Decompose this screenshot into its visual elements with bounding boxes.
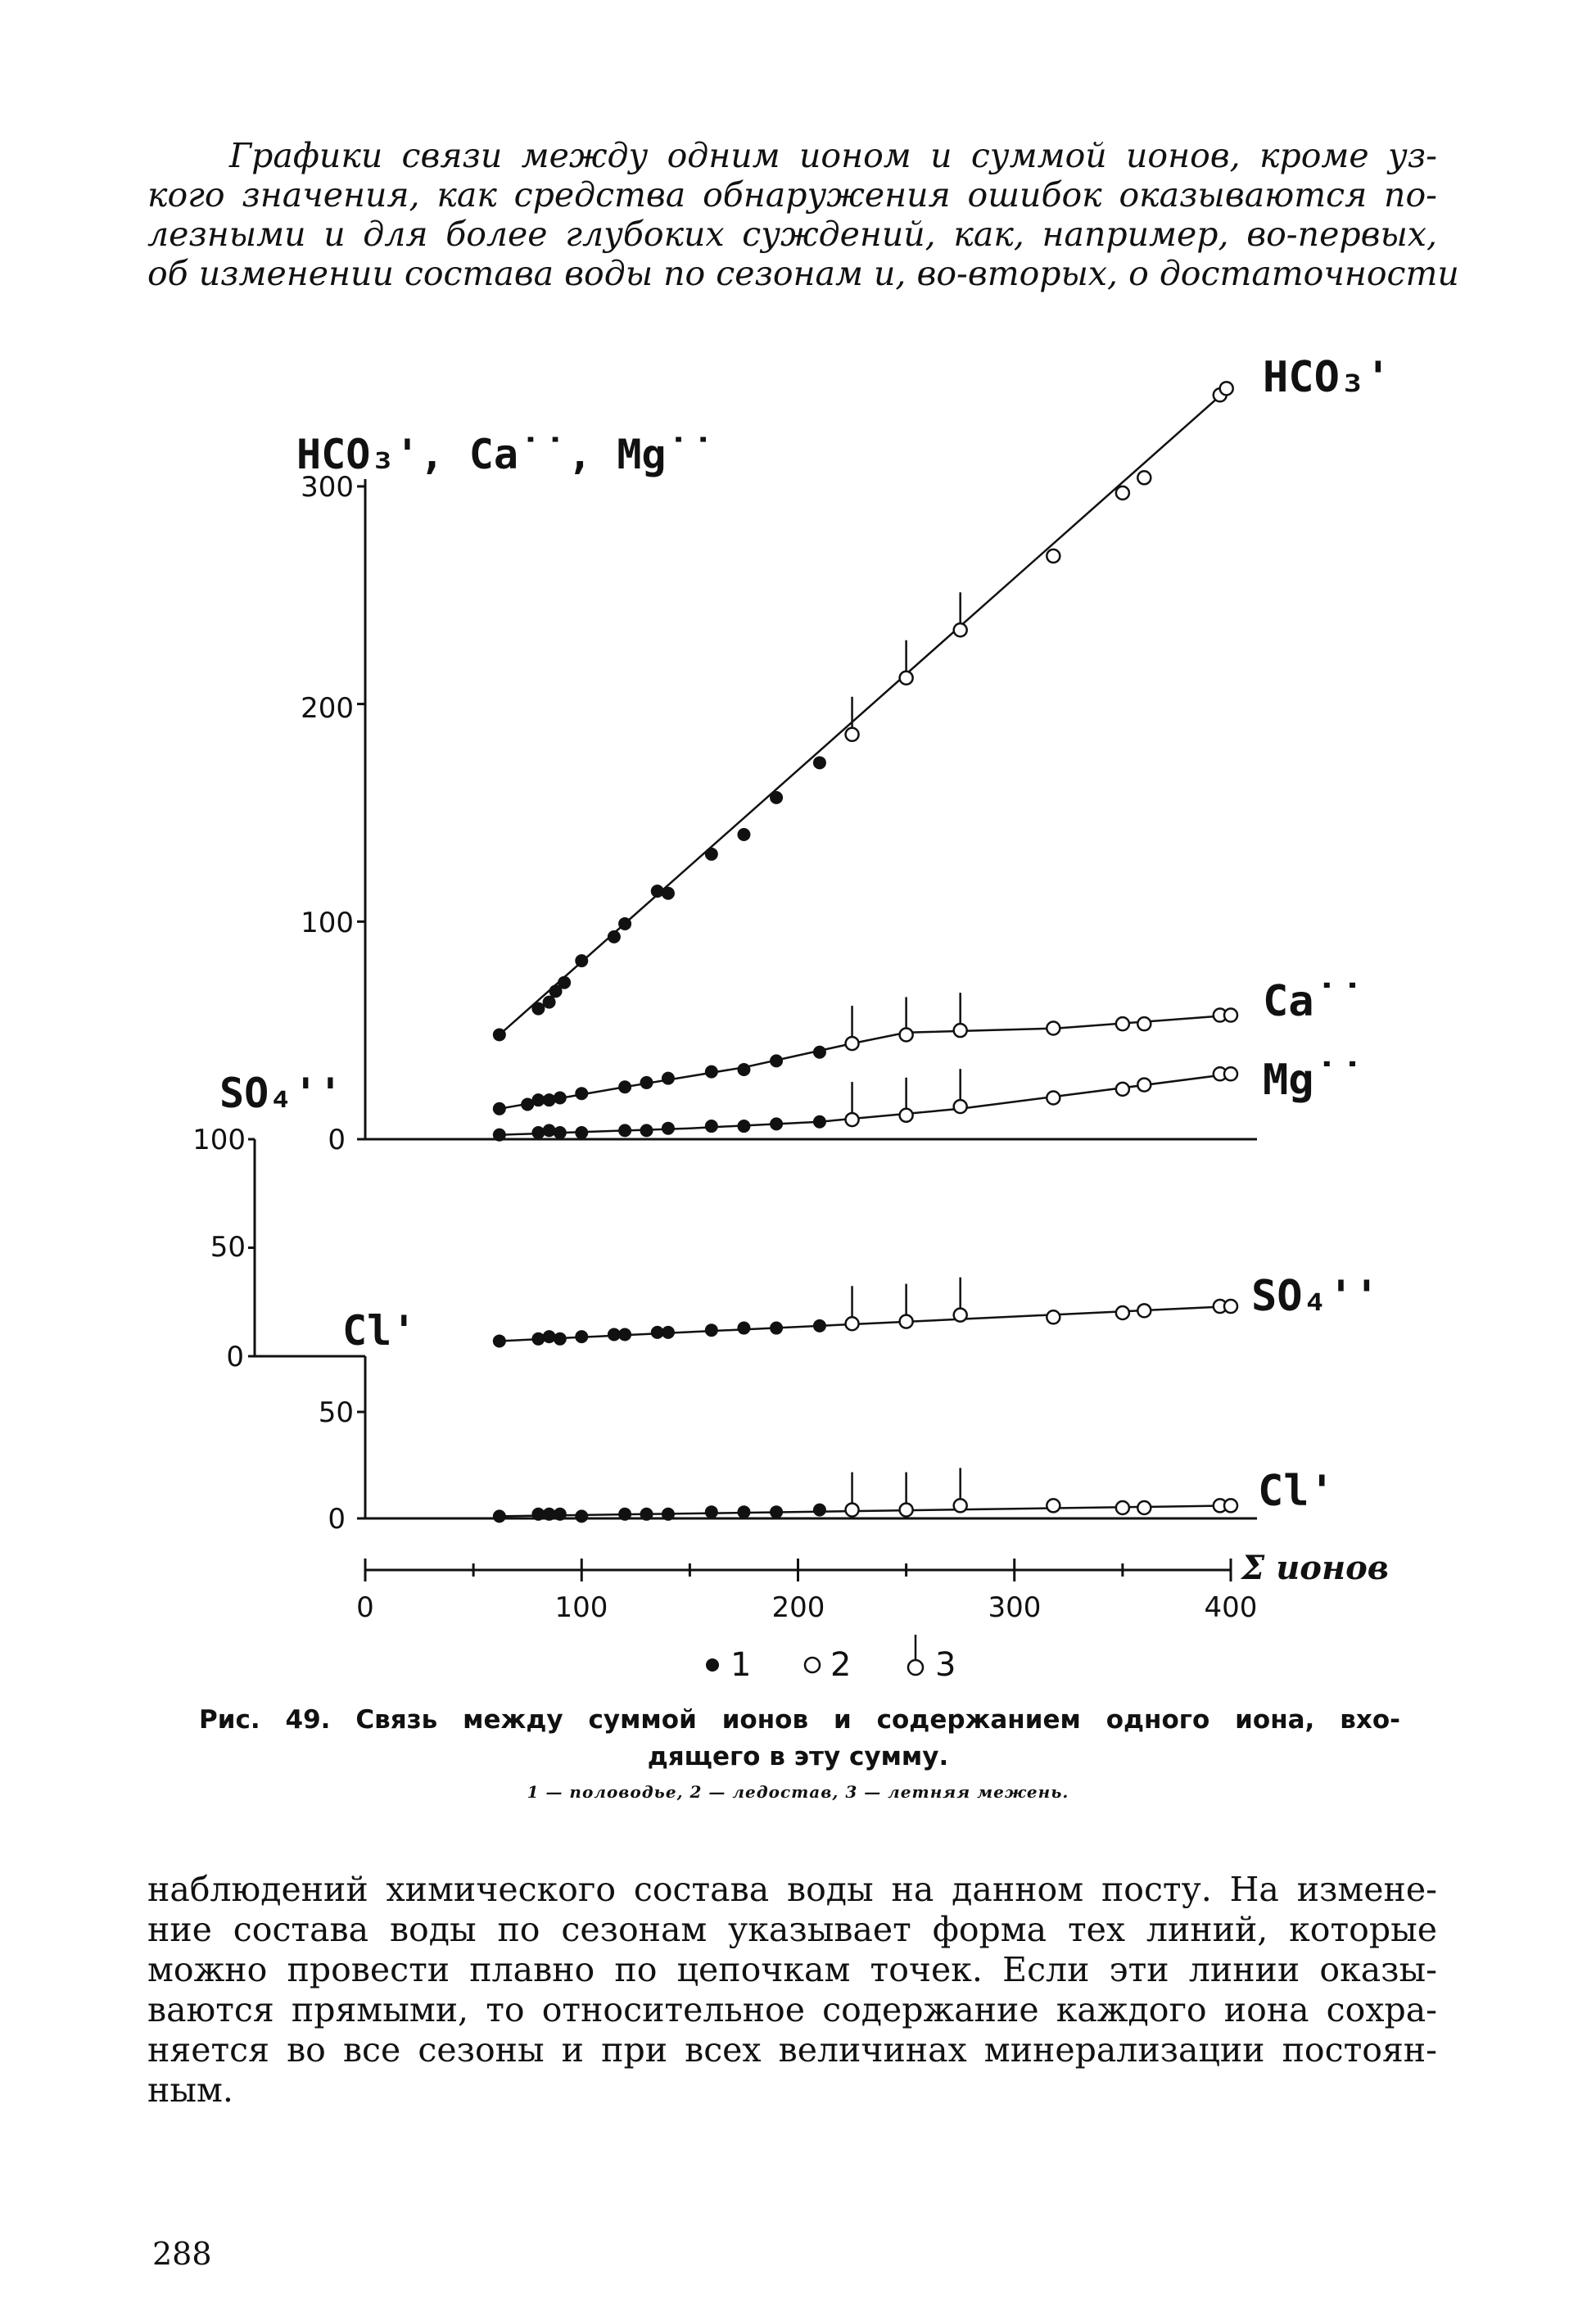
data-point-top-s0-5 (575, 954, 588, 967)
data-point-so4-s0-18 (1137, 1304, 1151, 1317)
data-point-top-s1-6 (618, 1080, 631, 1093)
data-point-top-s1-20 (1224, 1009, 1237, 1022)
x-tick-0: 0 (356, 1591, 374, 1624)
data-point-so4-s0-2 (543, 1330, 556, 1343)
data-point-so4-s0-6 (618, 1328, 631, 1341)
data-point-top-s0-7 (618, 917, 631, 930)
data-point-top-s2-9 (737, 1120, 750, 1133)
top-tick-0: 0 (328, 1124, 346, 1156)
series-label-mg: Mg˙˙ (1263, 1056, 1366, 1105)
data-point-top-s0-10 (705, 848, 718, 861)
data-point-top-s2-16 (1116, 1083, 1129, 1096)
legend-label-3: 3 (935, 1646, 956, 1684)
data-point-cl-s0-7 (662, 1508, 675, 1521)
bottom-paragraph (147, 1870, 1437, 2115)
data-point-top-s0-14 (846, 728, 859, 741)
paragraph-line: ваются прямыми, то относительное содержание каждого иона сохра- (147, 1990, 1437, 2029)
data-point-top-s1-14 (900, 1028, 913, 1041)
top-panel-ylabel: HCO₃', Ca˙˙, Mg˙˙ (296, 431, 716, 478)
data-point-top-s2-19 (1224, 1067, 1237, 1080)
data-point-so4-s0-13 (846, 1317, 859, 1330)
x-tick-200: 200 (771, 1591, 825, 1624)
data-point-top-s0-0 (493, 1028, 506, 1041)
cl-tick-0: 0 (328, 1503, 346, 1536)
data-point-top-s0-8 (651, 885, 664, 898)
data-point-top-s0-11 (737, 828, 750, 841)
data-point-top-s0-9 (662, 887, 675, 900)
paragraph-line: кого значения, как средства обнаружения ошибок оказываются по- (147, 175, 1437, 215)
data-point-cl-s0-5 (618, 1508, 631, 1521)
data-point-top-s2-1 (531, 1126, 545, 1139)
top-tick-200: 200 (301, 692, 354, 725)
series-label-so4: SO₄'' (1251, 1272, 1380, 1321)
paragraph-line: об изменении состава воды по сезонам и, во-вторых, о достаточности (147, 254, 1459, 293)
paragraph-line: лезными и для более глубоких суждений, как, например, во-первых, (147, 215, 1437, 254)
cl-tick-50: 50 (318, 1396, 354, 1429)
data-point-top-s0-4 (558, 976, 571, 989)
so4-panel-ylabel: SO₄'' (219, 1070, 343, 1117)
data-point-top-s1-7 (640, 1076, 653, 1089)
data-point-cl-s0-19 (1224, 1499, 1237, 1512)
x-tick-400: 400 (1204, 1591, 1258, 1624)
legend-symbol-2 (805, 1658, 820, 1672)
data-point-so4-s0-12 (813, 1319, 826, 1332)
data-point-top-s1-5 (575, 1087, 588, 1100)
data-point-cl-s0-8 (705, 1505, 718, 1518)
data-point-top-s2-7 (662, 1122, 675, 1135)
data-point-top-s2-13 (900, 1109, 913, 1122)
x-tick-300: 300 (988, 1591, 1042, 1624)
so4-tick-50: 50 (210, 1231, 246, 1264)
data-point-top-s0-18 (1116, 486, 1129, 500)
data-point-top-s0-13 (813, 756, 826, 769)
data-point-top-s1-0 (493, 1102, 506, 1115)
page-number: 288 (152, 2236, 212, 2272)
data-point-top-s1-17 (1116, 1017, 1129, 1030)
data-point-top-s2-17 (1137, 1079, 1151, 1092)
legend-label-1: 1 (730, 1646, 752, 1684)
data-point-cl-s0-11 (813, 1504, 826, 1517)
data-point-top-s2-3 (554, 1126, 567, 1139)
data-point-so4-s0-9 (705, 1323, 718, 1337)
data-point-top-s1-10 (737, 1063, 750, 1076)
series-label-hco3: HCO₃' (1263, 353, 1391, 402)
data-point-top-s2-11 (813, 1115, 826, 1129)
data-point-top-s2-5 (618, 1124, 631, 1137)
figure-caption-line2: дящего в эту сумму. (647, 1742, 949, 1771)
data-point-top-s1-13 (846, 1037, 859, 1050)
axes-layer (248, 479, 1257, 1581)
data-point-cl-s0-6 (640, 1508, 653, 1521)
data-point-top-s0-21 (1220, 382, 1233, 395)
data-point-top-s1-11 (770, 1054, 783, 1067)
legend-label-2: 2 (830, 1646, 852, 1684)
data-point-so4-s0-15 (954, 1309, 967, 1322)
data-point-so4-s0-3 (554, 1332, 567, 1346)
series-label-cl: Cl' (1258, 1467, 1335, 1516)
data-point-top-s0-2 (543, 996, 556, 1009)
data-point-top-s2-14 (954, 1100, 967, 1113)
data-point-top-s2-15 (1047, 1092, 1060, 1105)
so4-tick-100: 100 (192, 1124, 246, 1156)
data-point-so4-s0-8 (662, 1326, 675, 1339)
data-point-top-s1-16 (1047, 1021, 1060, 1034)
data-point-cl-s0-16 (1116, 1501, 1129, 1514)
data-point-top-s1-15 (954, 1024, 967, 1037)
data-point-so4-s0-11 (770, 1322, 783, 1335)
data-point-cl-s0-0 (493, 1509, 506, 1522)
data-point-top-s2-6 (640, 1124, 653, 1137)
data-point-top-s0-12 (770, 791, 783, 804)
so4-tick-0: 0 (226, 1341, 244, 1373)
data-point-top-s1-8 (662, 1072, 675, 1085)
data-point-top-s1-4 (554, 1092, 567, 1105)
data-point-top-s1-18 (1137, 1017, 1151, 1030)
data-point-top-s2-10 (770, 1117, 783, 1130)
figure-caption-legend: 1 — половодье, 2 — ледостав, 3 — летняя межень. (527, 1782, 1069, 1802)
x-tick-100: 100 (554, 1591, 608, 1624)
data-point-cl-s0-12 (846, 1504, 859, 1517)
data-point-cl-s0-4 (575, 1509, 588, 1522)
trend-layer (500, 387, 1231, 1517)
data-point-so4-s0-20 (1224, 1300, 1237, 1313)
paragraph-line: можно провести плавно по цепочкам точек. Если эти линии оказы- (147, 1950, 1437, 1989)
data-point-so4-s0-16 (1047, 1310, 1060, 1323)
paragraph-line: Графики связи между одним ионом и суммой ионов, кроме уз- (229, 136, 1437, 175)
data-point-cl-s0-3 (554, 1508, 567, 1521)
data-point-cl-s0-15 (1047, 1499, 1060, 1512)
legend-symbol-1 (706, 1658, 719, 1672)
data-point-cl-s0-14 (954, 1499, 967, 1512)
data-point-top-s0-16 (954, 623, 967, 636)
figure-caption-line1: Рис. 49. Связь между суммой ионов и содержанием одного иона, вхо- (199, 1705, 1400, 1735)
points-layer (493, 382, 1237, 1522)
data-point-cl-s0-9 (737, 1505, 750, 1518)
data-point-top-s0-15 (900, 672, 913, 685)
top-tick-300: 300 (301, 471, 354, 504)
data-point-so4-s0-17 (1116, 1306, 1129, 1319)
paragraph-line: ние состава воды по сезонам указывает форма тех линий, которые (147, 1910, 1437, 1949)
top-tick-100: 100 (301, 907, 354, 939)
data-point-so4-s0-0 (493, 1334, 506, 1347)
data-point-top-s2-0 (493, 1129, 506, 1142)
data-point-so4-s0-4 (575, 1330, 588, 1343)
data-point-top-s2-4 (575, 1126, 588, 1139)
data-point-so4-s0-10 (737, 1322, 750, 1335)
data-point-top-s2-12 (846, 1113, 859, 1126)
series-label-ca: Ca˙˙ (1263, 977, 1366, 1026)
data-point-top-s2-2 (543, 1124, 556, 1137)
data-point-cl-s0-10 (770, 1505, 783, 1518)
cl-panel-ylabel: Cl' (342, 1307, 417, 1355)
data-point-top-s2-8 (705, 1120, 718, 1133)
data-point-top-s0-6 (608, 930, 621, 943)
legend-symbol-3 (908, 1660, 923, 1675)
data-point-top-s1-3 (543, 1093, 556, 1106)
data-point-so4-s0-14 (900, 1315, 913, 1328)
paragraph-line: няется во все сезоны и при всех величинах минерализации постоян- (147, 2030, 1437, 2070)
x-axis-label: Σ ионов (1241, 1549, 1390, 1587)
data-point-cl-s0-17 (1137, 1501, 1151, 1514)
data-point-cl-s0-13 (900, 1504, 913, 1517)
data-point-top-s1-12 (813, 1046, 826, 1059)
paragraph-line: ным. (147, 2070, 233, 2110)
paragraph-line: наблюдений химического состава воды на данном посту. На измене- (147, 1870, 1437, 1909)
data-point-top-s0-19 (1137, 471, 1151, 484)
data-point-top-s0-17 (1047, 550, 1060, 563)
data-point-so4-s0-1 (531, 1332, 545, 1346)
data-point-top-s1-9 (705, 1065, 718, 1079)
